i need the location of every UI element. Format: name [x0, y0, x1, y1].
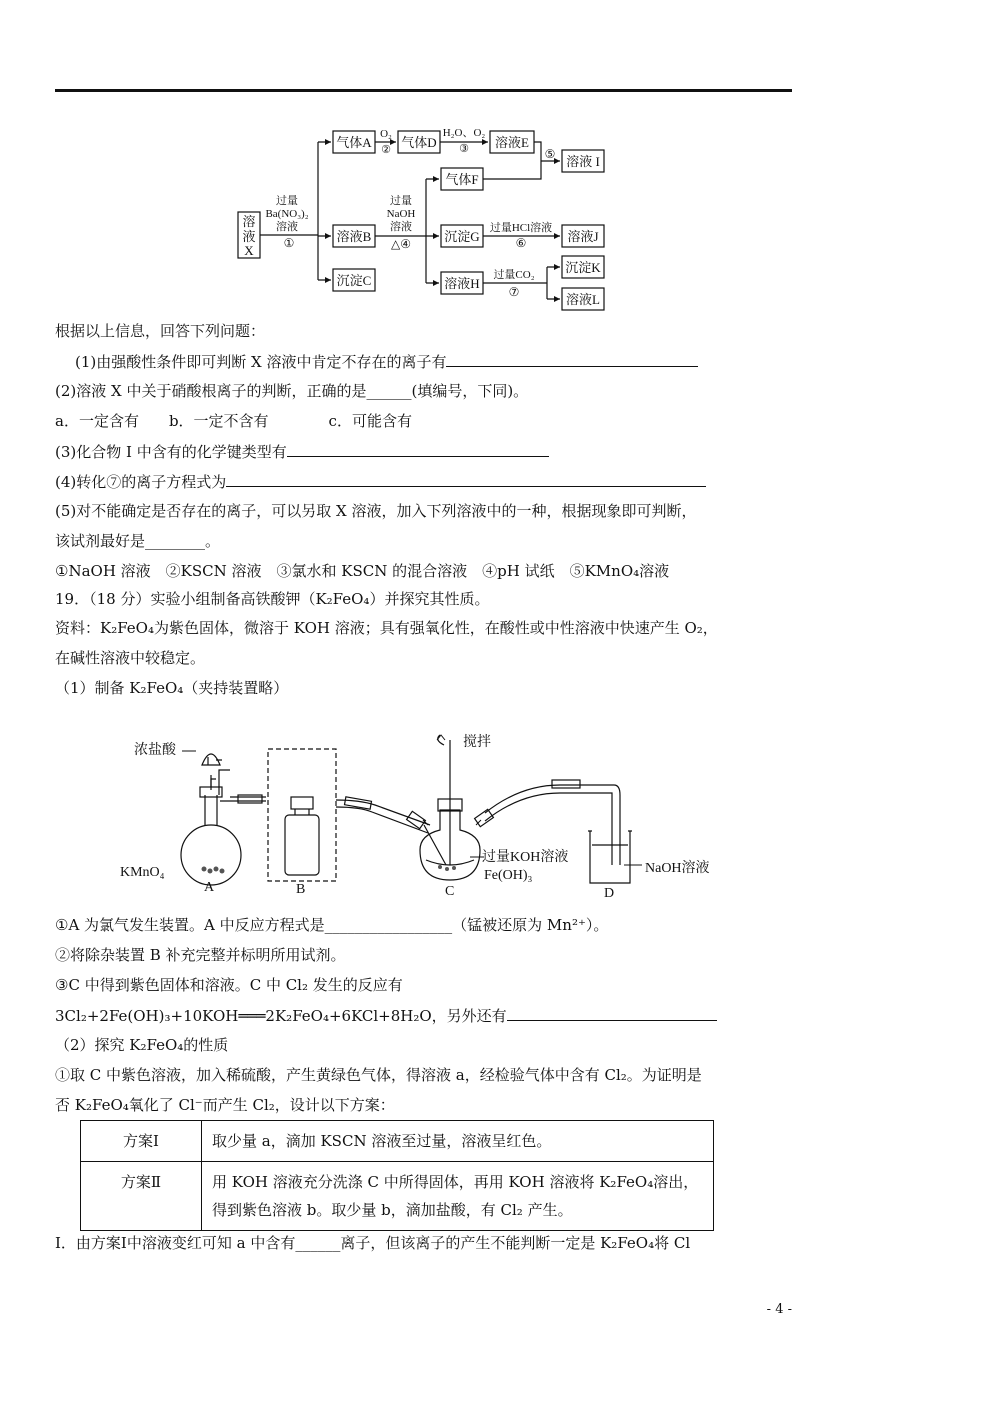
sol-e: 溶液E [495, 135, 529, 150]
line-3: (2)溶液 X 中关于硝酸根离子的判断，正确的是______(填编号，下同)。 [55, 382, 529, 400]
ppt-g: 沉淀G [444, 229, 480, 244]
line-11: 资料：K₂FeO₄为紫色固体，微溶于 KOH 溶液；具有强氧化性，在酸性或中性溶液中快速产生 O₂， [55, 619, 718, 637]
label-stir: 搅拌 [463, 735, 491, 750]
label-a: A [204, 880, 215, 895]
label-koh: 过量KOH溶液 [482, 850, 569, 865]
gas-f: 气体F [445, 172, 479, 187]
table-row [81, 1121, 714, 1162]
line-6: (4)转化⑦的离子方程式为 [55, 470, 706, 493]
step2-b: ② [381, 144, 391, 156]
line-5: (3)化合物 I 中含有的化学键类型有 [55, 440, 549, 463]
step6-a: 过量HCl溶液 [489, 222, 553, 234]
plan-1-name: 方案Ⅰ [81, 1121, 202, 1162]
label-hcl: 浓盐酸 [134, 743, 176, 758]
line-13: （1）制备 K₂FeO₄（夹持装置略） [55, 679, 289, 697]
step5: ⑤ [544, 147, 556, 161]
step4-d: △④ [391, 237, 411, 251]
step2-a: O₂ [380, 128, 392, 140]
gas-a: 气体A [336, 135, 372, 150]
sol-l: 溶液L [566, 292, 600, 307]
line-19: ①取 C 中紫色溶液，加入稀硫酸，产生黄绿色气体，得溶液 a，经检验气体中含有 Cl₂。为证明是 [55, 1066, 702, 1084]
table-row [81, 1162, 714, 1231]
step1-c: 溶液 [276, 221, 298, 233]
line-7: (5)对不能确定是否存在的离子，可以另取 X 溶液，加入下列溶液中的一种，根据现象即可判断， [55, 502, 697, 520]
label-feoh: Fe(OH)₃ [484, 868, 533, 883]
ppt-k: 沉淀K [565, 260, 601, 275]
sol-h: 溶液H [444, 276, 480, 291]
plan-2-text: 用 KOH 溶液充分洗涤 C 中所得固体，再用 KOH 溶液将 K₂FeO₄溶出，得到紫色溶液 b。取少量 b，滴加盐酸，有 Cl₂ 产生。 [202, 1162, 714, 1231]
line-18: （2）探究 K₂FeO₄的性质 [55, 1036, 229, 1054]
sol-i: 溶液 I [566, 154, 600, 169]
line-14: ①A 为氯气发生装置。A 中反应方程式是_________________（锰被还原为 Mn²⁺）。 [55, 916, 609, 934]
plan-2-name: 方案Ⅱ [81, 1162, 202, 1231]
line-16: ③C 中得到紫色固体和溶液。C 中 Cl₂ 发生的反应有 [55, 976, 403, 994]
step4-b: NaOH [386, 208, 416, 220]
step4-a: 过量 [390, 195, 412, 207]
label-d: D [604, 886, 615, 901]
line-4: a．一定含有 b．一定不含有 c．可能含有 [55, 412, 412, 430]
step3-b: ③ [459, 143, 469, 155]
line-1: 根据以上信息，回答下列问题： [55, 322, 266, 340]
line-9: ①NaOH 溶液 ②KSCN 溶液 ③氯水和 KSCN 的混合溶液 ④pH 试纸 ⑤KMnO₄溶液 [55, 562, 670, 580]
plan-1-text: 取少量 a，滴加 KSCN 溶液至过量，溶液呈红色。 [202, 1121, 714, 1162]
x-char3: X [244, 243, 254, 258]
line-8: 该试剂最好是________。 [55, 532, 221, 550]
ppt-c: 沉淀C [336, 273, 372, 288]
page-number: - 4 - [766, 1302, 792, 1317]
step1-b: Ba(NO₃)₂ [265, 208, 309, 220]
label-naoh: NaOH溶液 [645, 861, 710, 876]
flowchart [0, 0, 992, 320]
step7-a: 过量CO₂ [493, 269, 535, 281]
step4-c: 溶液 [390, 221, 412, 233]
label-c: C [445, 884, 455, 899]
line-15: ②将除杂装置 B 补充完整并标明所用试剂。 [55, 946, 346, 964]
sol-j: 溶液J [567, 229, 599, 244]
line-2: (1)由强酸性条件即可判断 X 溶液中肯定不存在的离子有 [75, 350, 698, 373]
line-12: 在碱性溶液中较稳定。 [55, 649, 206, 667]
step7-b: ⑦ [508, 285, 520, 299]
line-21: Ⅰ．由方案Ⅰ中溶液变红可知 a 中含有______离子，但该离子的产生不能判断一定是 K₂FeO₄将 Cl [55, 1234, 691, 1252]
x-char2: 液 [242, 229, 256, 244]
label-kmno4: KMnO₄ [120, 865, 165, 880]
sol-b: 溶液B [336, 229, 372, 244]
step3-a: H₂O、O₂ [442, 127, 486, 139]
plans-table [80, 1120, 714, 1231]
gas-d: 气体D [401, 135, 437, 150]
step1-a: 过量 [276, 195, 298, 207]
line-17: 3Cl₂+2Fe(OH)₃+10KOH═══2K₂FeO₄+6KCl+8H₂O，另外还有 [55, 1004, 717, 1027]
x-char1: 溶 [242, 214, 256, 229]
step6-b: ⑥ [515, 236, 527, 250]
line-20: 否 K₂FeO₄氧化了 Cl⁻而产生 Cl₂，设计以下方案： [55, 1096, 395, 1114]
apparatus-diagram [0, 715, 992, 915]
step1-d: ① [283, 236, 295, 250]
line-10: 19．（18 分）实验小组制备高铁酸钾（K₂FeO₄）并探究其性质。 [55, 590, 490, 608]
label-b: B [296, 882, 306, 897]
